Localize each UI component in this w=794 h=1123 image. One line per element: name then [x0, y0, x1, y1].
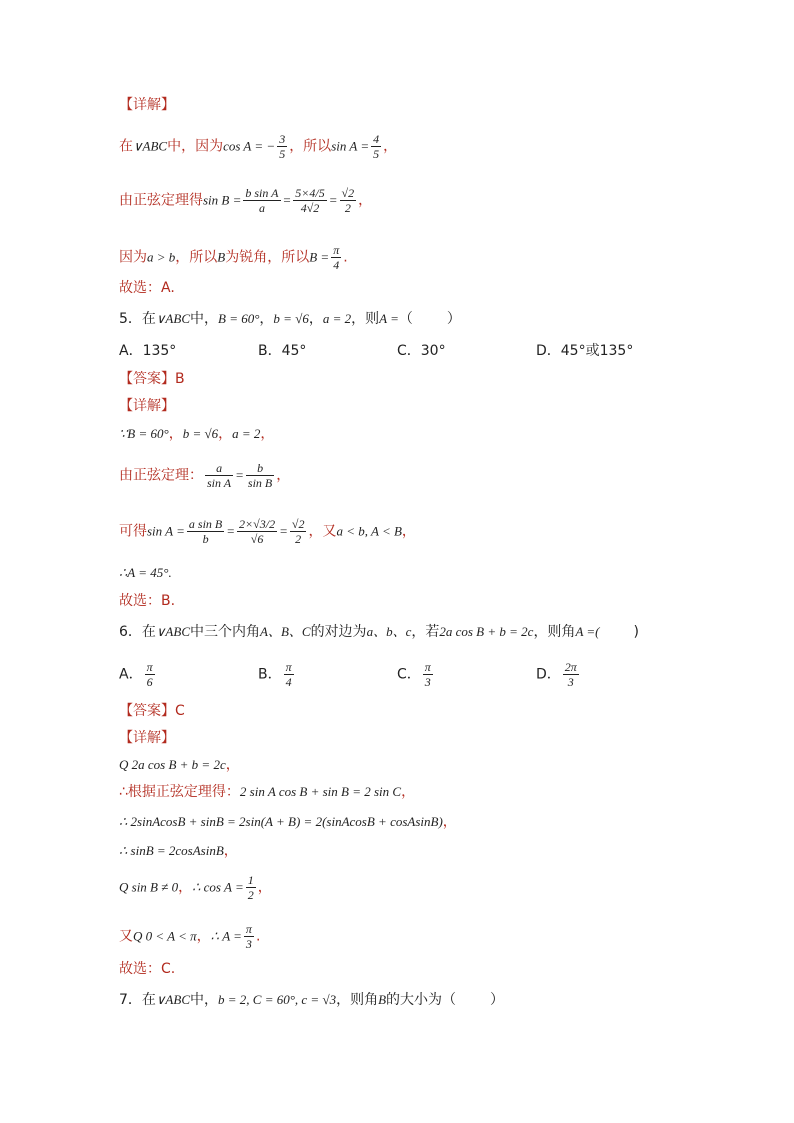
math: sin A =: [147, 523, 185, 539]
frac-num: b sin A: [245, 186, 279, 200]
math-triangle: ∨ABC: [133, 138, 168, 154]
fraction: [145, 660, 155, 689]
q5-option-c: C．30°: [397, 343, 446, 359]
math: A、B、C: [260, 624, 311, 639]
option-label: B．: [258, 666, 282, 683]
q6-option-b: [258, 660, 296, 689]
detail-line-2: [119, 186, 372, 215]
text: ，: [223, 843, 238, 859]
text: .: [343, 249, 348, 266]
frac-num: a: [205, 461, 233, 476]
fraction: [277, 132, 287, 161]
fraction: [423, 660, 433, 689]
q6-step-1: [119, 756, 240, 774]
fraction: [290, 517, 307, 546]
math: ∴A = 45°.: [119, 565, 172, 580]
frac-num: 1: [247, 873, 254, 887]
frac-num: π: [285, 660, 292, 674]
question-7: [119, 991, 504, 1009]
frac-den: sin A: [207, 476, 232, 490]
fraction: [284, 660, 294, 689]
math-sinB: sin B =: [203, 192, 242, 208]
math-cosA: cos A = −: [223, 138, 276, 154]
fraction: [293, 186, 326, 215]
frac-den: b: [202, 532, 209, 546]
math-cond: b = √6: [273, 311, 309, 326]
text: ，: [257, 879, 272, 896]
fraction: [246, 461, 274, 490]
frac-num: b: [246, 461, 274, 476]
detail-line-3: [119, 243, 348, 272]
math: B: [378, 992, 387, 1007]
math-eq: =: [282, 192, 292, 208]
frac-den: 2: [344, 201, 351, 215]
math-B: B: [217, 249, 226, 265]
frac-den: √6: [250, 532, 264, 546]
text: （: [398, 311, 413, 327]
q6-option-a: [119, 660, 157, 689]
q6-detail-heading: 【详解】: [119, 730, 175, 746]
frac-num: √2: [341, 186, 355, 200]
math: ∵B = 60°: [119, 426, 169, 441]
text: ，: [260, 426, 275, 442]
math: ∴ sinB = 2cosAsinB: [119, 843, 224, 858]
math-triangle: ∨ABC: [155, 992, 190, 1007]
text: ，: [178, 879, 193, 896]
text: ，又: [308, 523, 337, 540]
fraction: [331, 243, 341, 272]
q5-step-1: [119, 425, 274, 443]
math: a = 2: [232, 426, 261, 441]
text: ）: [490, 992, 505, 1008]
math: Q 2a cos B + b = 2c: [119, 757, 226, 772]
text: ，: [276, 467, 291, 484]
frac-den: 5: [279, 147, 286, 161]
math: ∴ A =: [210, 928, 242, 944]
option-label: A．: [119, 666, 143, 683]
q6-step-2: [119, 783, 415, 801]
text: .: [255, 928, 261, 945]
q5-step-2: [119, 461, 290, 490]
math-cond: a = 2: [322, 311, 352, 326]
text: ，所以: [289, 138, 332, 155]
text: 由正弦定理得: [119, 192, 203, 209]
q5-step-4: [119, 564, 172, 582]
frac-den: 2: [295, 532, 302, 546]
text: ，: [401, 784, 416, 800]
frac-den: 5: [373, 147, 380, 161]
text: ，: [383, 138, 398, 155]
text: （: [442, 992, 457, 1008]
math: b = 2, C = 60°, c = √3: [218, 992, 337, 1007]
frac-num: π: [333, 243, 340, 257]
detail-heading: 【详解】: [119, 97, 175, 113]
math-cond: B = 60°: [218, 311, 260, 326]
math: a、b、c: [366, 624, 412, 639]
text: ，: [225, 757, 240, 773]
fraction: [243, 186, 280, 215]
text: ，: [401, 523, 416, 540]
text: ∴根据正弦定理得：: [119, 784, 240, 800]
frac-den: 3: [567, 675, 574, 689]
math: 2a cos B + b = 2c: [439, 624, 534, 639]
q6-choice: 故选：C.: [119, 961, 176, 977]
frac-den: 6: [146, 675, 153, 689]
math-sinA: sin A =: [331, 138, 370, 154]
fraction: [205, 461, 233, 490]
fraction: [237, 517, 277, 546]
math: Q sin B ≠ 0: [119, 879, 179, 895]
text: ）: [446, 311, 461, 327]
text: 可得: [119, 523, 147, 540]
text: 中，因为: [167, 138, 224, 155]
frac-den: a: [258, 201, 265, 215]
text: ，则角: [533, 624, 576, 640]
q5-choice: 故选：B.: [119, 593, 176, 609]
q6-step-6: [119, 922, 260, 951]
math: Q 0 < A < π: [133, 928, 197, 944]
math: ∴ cos A =: [192, 879, 244, 895]
math: b = √6: [182, 426, 219, 441]
frac-num: π: [424, 660, 431, 674]
math-eq: =: [328, 192, 338, 208]
text: 的对边为: [310, 624, 367, 640]
text: 中三个内角: [190, 624, 260, 640]
detail-line-1: [119, 132, 397, 161]
math: A =(: [575, 624, 600, 639]
fraction: [371, 132, 381, 161]
text: ，: [196, 928, 211, 945]
fraction: [340, 186, 357, 215]
text: 在: [119, 138, 133, 155]
option-label: C．: [397, 666, 421, 683]
math-triangle: ∨ABC: [155, 624, 190, 639]
text: ，: [358, 192, 373, 209]
text: ，则: [351, 311, 380, 327]
question-5: [119, 310, 461, 328]
math-eq: =: [235, 467, 244, 483]
q6-step-4: [119, 842, 238, 860]
frac-num: a sin B: [188, 517, 223, 531]
text: ，所以: [175, 249, 218, 266]
frac-den: 4: [285, 675, 292, 689]
frac-num: 3: [279, 132, 286, 146]
text: ，: [308, 311, 323, 327]
text: 中，: [190, 992, 218, 1008]
q5-option-d: D．45°或135°: [536, 343, 634, 359]
frac-num: π: [146, 660, 153, 674]
q5-option-a: A．135°: [119, 343, 177, 359]
q6-step-3: [119, 813, 457, 831]
math: 2 sin A cos B + sin B = 2 sin C: [239, 784, 402, 799]
math-inequality: a > b: [147, 249, 176, 265]
frac-den: 3: [424, 675, 431, 689]
frac-num: 5×4/5: [295, 186, 325, 200]
text: 为锐角，所以: [225, 249, 310, 266]
text: 的大小为: [386, 992, 443, 1008]
q6-answer: 【答案】C: [119, 703, 185, 719]
text: ，: [168, 426, 183, 442]
math-triangle: ∨ABC: [155, 311, 190, 326]
text: 又: [119, 928, 133, 945]
frac-den: 4: [333, 258, 340, 272]
answer-choice-line: 故选：A.: [119, 280, 175, 296]
fraction: [187, 517, 224, 546]
text: ，若: [411, 624, 440, 640]
math: ∴ 2sinAcosB + sinB = 2sin(A + B) = 2(sinAcosB + cosAsinB): [119, 814, 443, 829]
math-Beq: B =: [309, 249, 330, 265]
text: ): [633, 624, 639, 640]
math: a < b, A < B: [336, 523, 402, 539]
text: 5．在: [119, 311, 156, 327]
text: 因为: [119, 249, 147, 266]
question-6: [119, 623, 639, 641]
text: ，则角: [336, 992, 379, 1008]
frac-num: 4: [373, 132, 380, 146]
fraction: [563, 660, 579, 689]
text: 7．在: [119, 992, 156, 1008]
text: ，: [442, 814, 457, 830]
frac-num: 2×√3/2: [239, 517, 276, 531]
math-eq: =: [279, 523, 288, 539]
text: 6．在: [119, 624, 156, 640]
text: ，: [259, 311, 274, 327]
q5-step-3: [119, 517, 416, 546]
frac-den: 4√2: [300, 201, 320, 215]
q6-step-5: [119, 873, 272, 902]
frac-den: 2: [247, 888, 254, 902]
text: 中，: [190, 311, 218, 327]
q5-answer: 【答案】B: [119, 371, 185, 387]
q6-option-c: [397, 660, 435, 689]
frac-den: 3: [245, 937, 252, 951]
option-label: D．: [536, 666, 561, 683]
math-ask: A =: [379, 311, 399, 326]
math-eq: =: [226, 523, 236, 539]
frac-num: π: [245, 922, 252, 936]
frac-num: 2π: [564, 660, 577, 674]
fraction: [244, 922, 254, 951]
text: 由正弦定理：: [119, 467, 203, 484]
text: ，: [218, 426, 233, 442]
q5-option-b: B．45°: [258, 343, 307, 359]
q5-detail-heading: 【详解】: [119, 398, 175, 414]
frac-den: sin B: [247, 476, 273, 490]
q6-option-d: [536, 660, 581, 689]
frac-num: √2: [291, 517, 305, 531]
fraction: [246, 873, 256, 902]
